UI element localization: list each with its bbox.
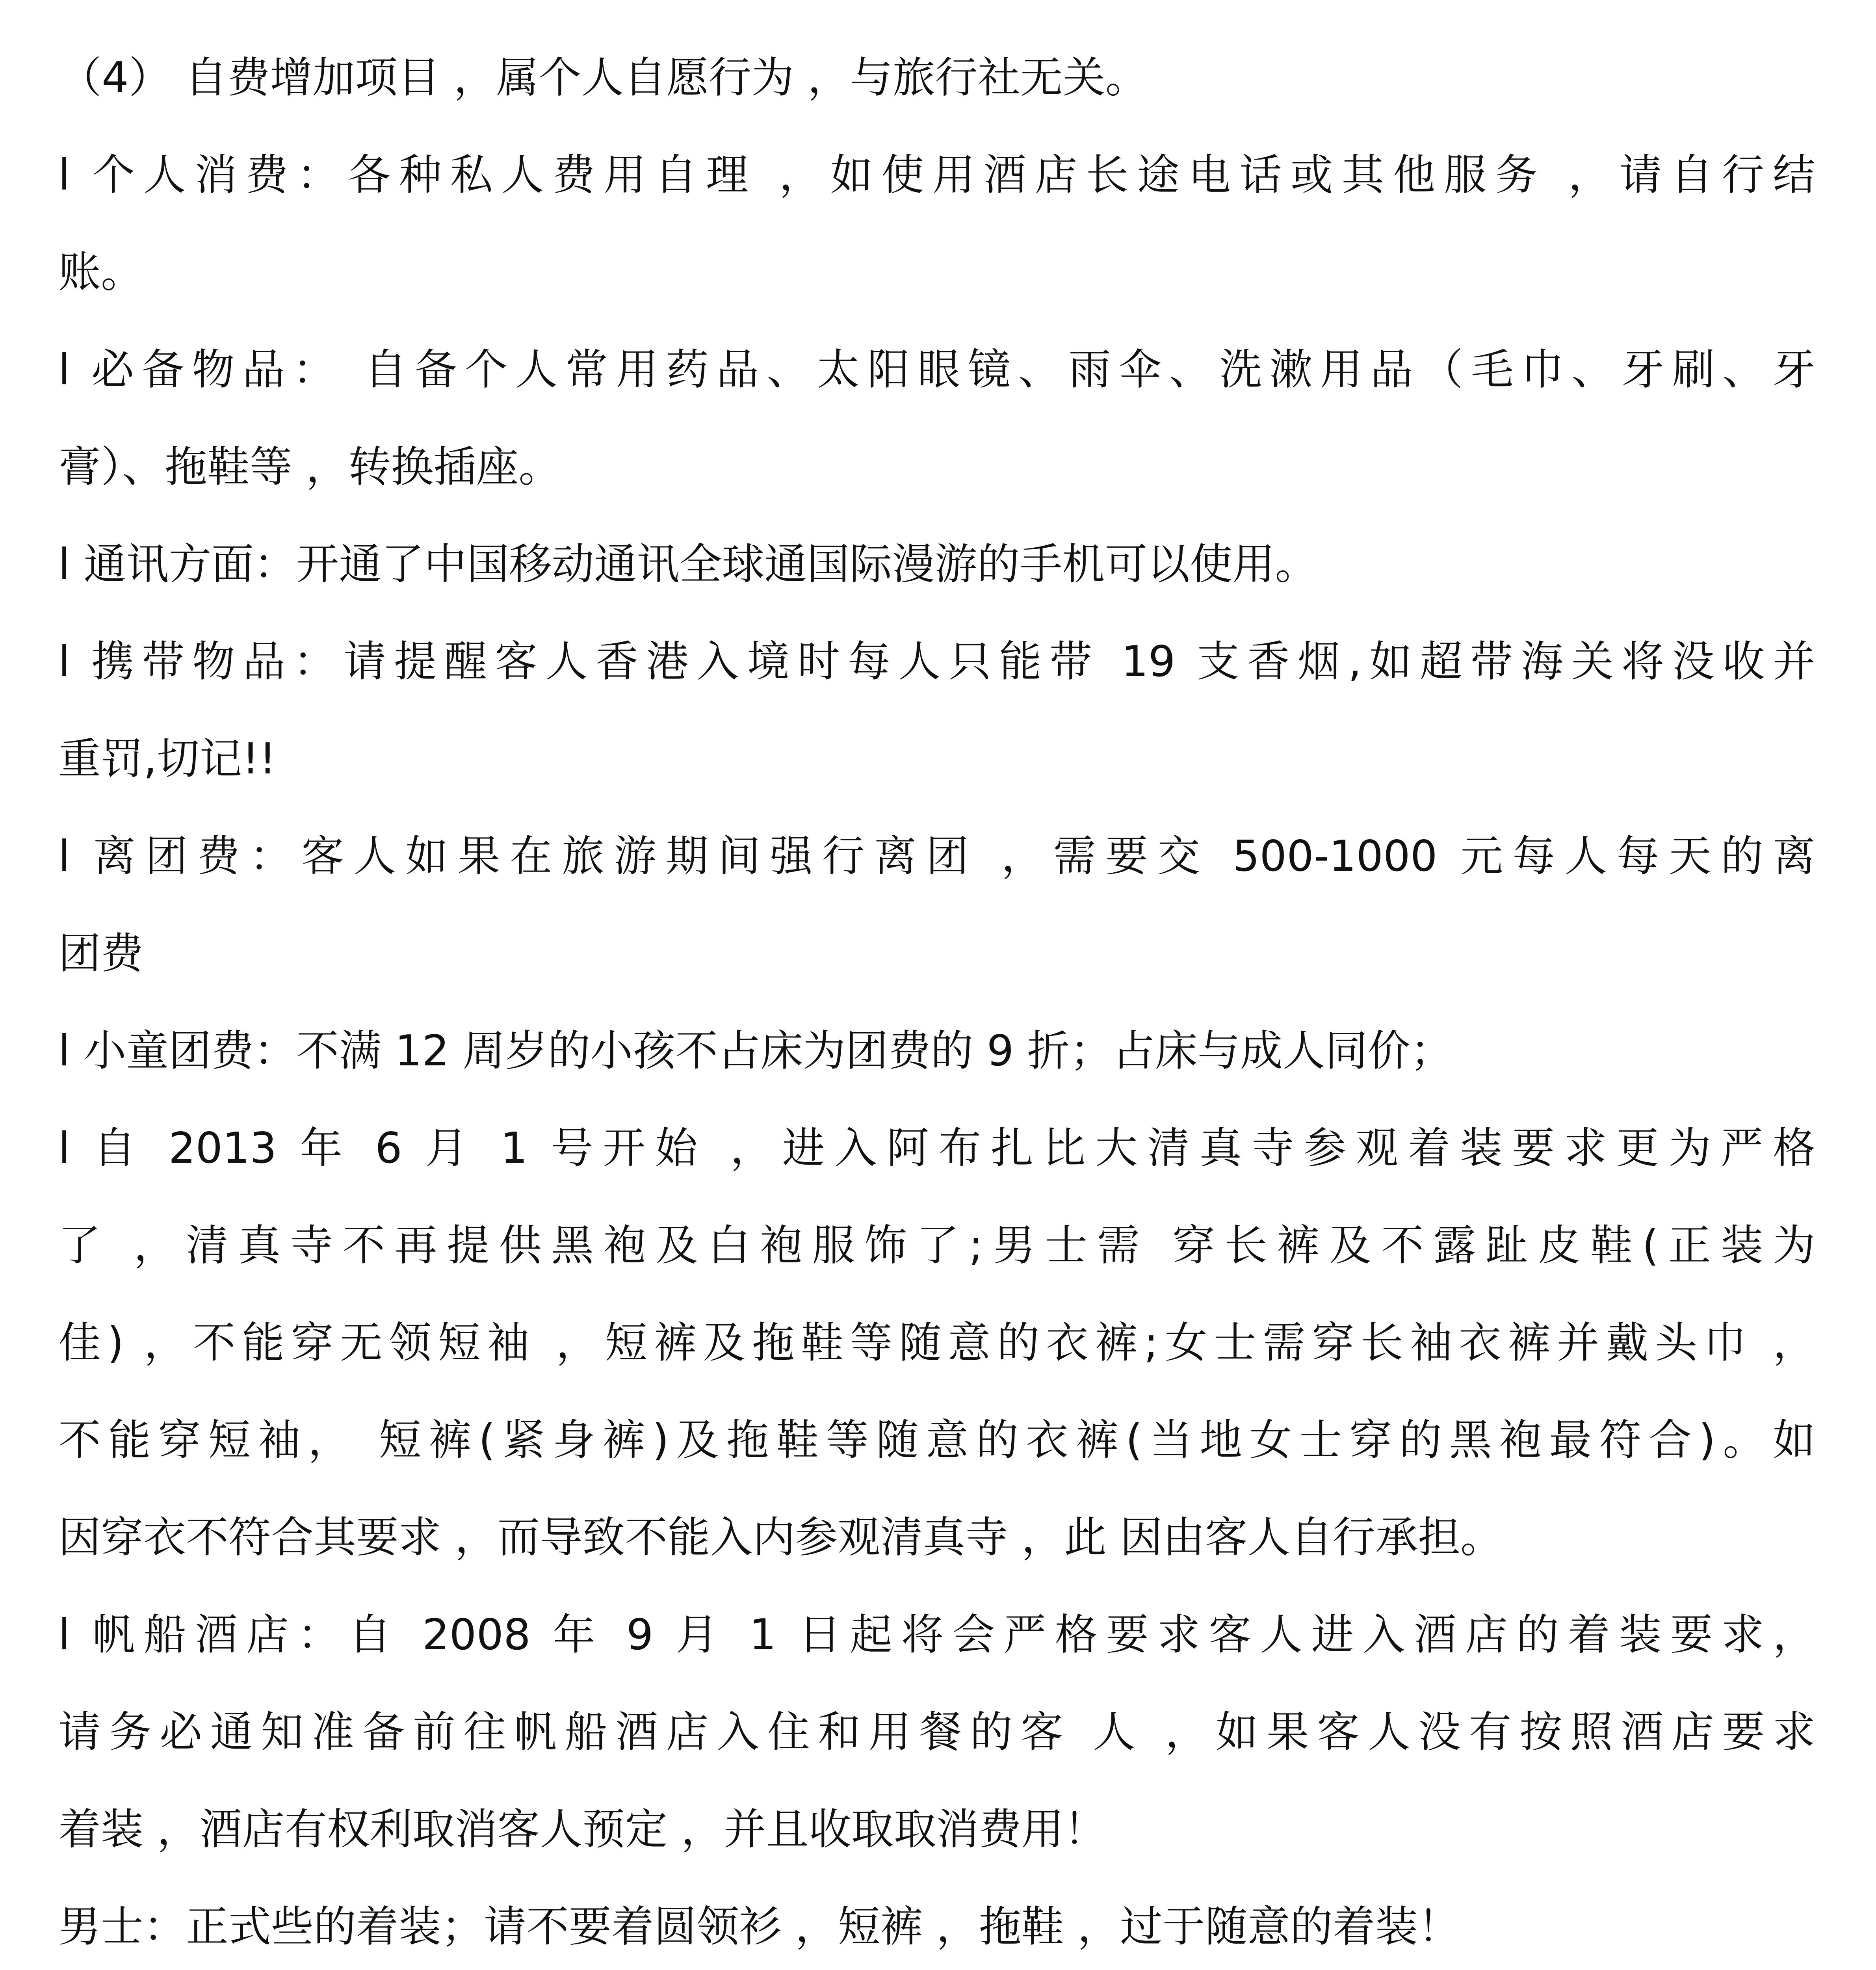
text-line: 了 ，清真寺不再提供黑袍及白袍服饰了;男士需 穿长裤及不露趾皮鞋(正装为 — [58, 1221, 1815, 1270]
text-line: 重罚,切记!! — [58, 734, 276, 784]
text-line: 男士：正式些的着装；请不要着圆领衫 ，短裤 ，拖鞋 ，过于随意的着装！ — [58, 1902, 1460, 1951]
text-line: l 自 2013 年 6 月 1 号开始 ，进入阿布扎比大清真寺参观着装要求更为严格 — [58, 1124, 1815, 1173]
text-line: 着装 ，酒店有权利取消客人预定 ，并且收取取消费用！ — [58, 1805, 1107, 1854]
text-line: 请务必通知准备前往帆船酒店入住和用餐的客 人 ，如果客人没有按照酒店要求 — [58, 1708, 1815, 1757]
text-line: 账。 — [58, 248, 144, 297]
text-line: l 携带物品：请提醒客人香港入境时每人只能带 19 支香烟,如超带海关将没收并 — [58, 637, 1815, 686]
text-line: 不能穿短袖， 短裤(紧身裤)及拖鞋等随意的衣裤(当地女士穿的黑袍最符合)。如 — [58, 1416, 1815, 1465]
text-line: l 帆船酒店：自 2008 年 9 月 1 日起将会严格要求客人进入酒店的着装要求， — [58, 1610, 1815, 1660]
text-line: 膏）、拖鞋等 ，转换插座。 — [58, 442, 561, 492]
text-line: 因穿衣不符合其要求 ，而导致不能入内参观清真寺 ，此 因由客人自行承担。 — [58, 1513, 1503, 1562]
text-line: l 离团费：客人如果在旅游期间强行离团 ，需要交 500-1000 元每人每天的离 — [58, 832, 1815, 881]
text-line: l 必备物品： 自备个人常用药品、太阳眼镜、雨伞、洗漱用品（毛巾、牙刷、牙 — [58, 345, 1815, 394]
text-line: l 通讯方面：开通了中国移动通讯全球通国际漫游的手机可以使用。 — [58, 540, 1318, 589]
text-line: 佳) ，不能穿无领短袖 ，短裤及拖鞋等随意的衣裤;女士需穿长袖衣裤并戴头巾 ， — [58, 1318, 1815, 1368]
text-line: l 个人消费：各种私人费用自理 ，如使用酒店长途电话或其他服务 ，请自行结 — [58, 151, 1815, 200]
text-line: 团费 — [58, 929, 144, 978]
text-line: （4） 自费增加项目 ，属个人自愿行为 ，与旅行社无关。 — [59, 53, 1148, 102]
text-line: l 小童团费：不满 12 周岁的小孩不占床为团费的 9 折；占床与成人同价； — [58, 1026, 1453, 1076]
